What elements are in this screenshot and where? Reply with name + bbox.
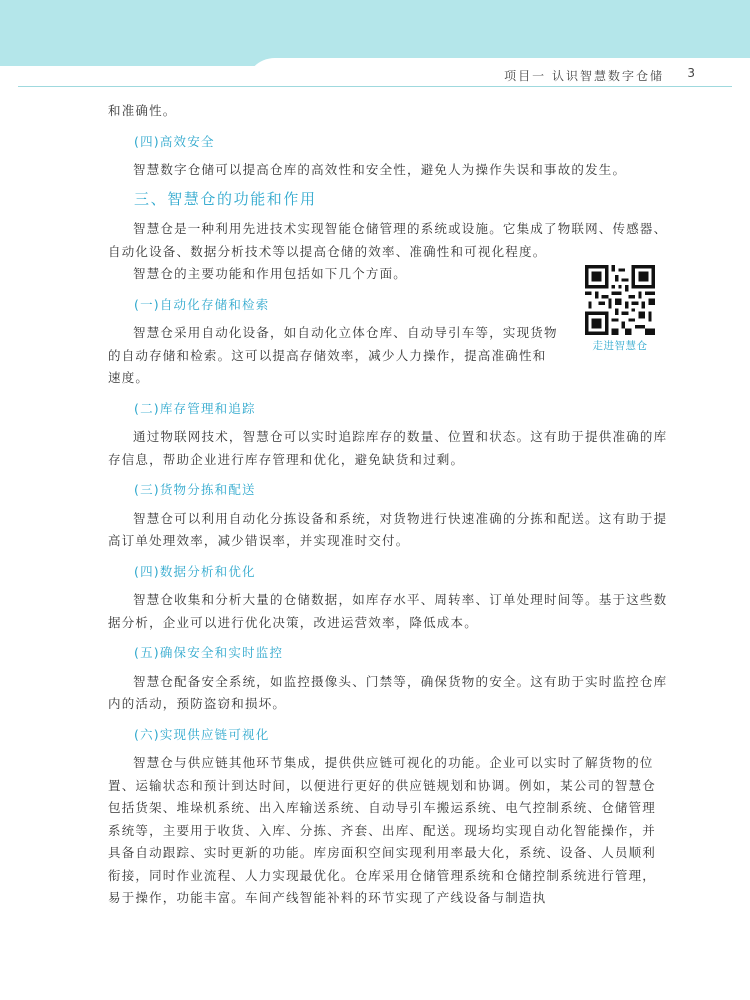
paragraph-efficient-safe: 智慧数字仓储可以提高仓库的高效性和安全性，避免人为操作失误和事故的发生。 [133,162,627,177]
subheading-auto-storage: (一)自动化存储和检索 [134,296,270,312]
page-body [108,100,668,910]
paragraph-main-functions: 智慧仓的主要功能和作用包括如下几个方面。 [133,266,408,281]
qr-code-icon[interactable] [585,265,655,335]
paragraph-inventory: 通过物联网技术，智慧仓可以实时追踪库存的数量、位置和状态。这有助于提供准确的库存信息，帮助企业进行库存管理和优化，避免缺货和过剩。 [108,429,668,467]
header-rule [18,86,732,87]
qr-caption[interactable]: 走进智慧仓 [592,340,648,352]
paragraph-continuation: 和准确性。 [108,103,177,118]
paragraph-security: 智慧仓配备安全系统，如监控摄像头、门禁等，确保货物的安全。这有助于实时监控仓库内的活动，预防盗窃和损坏。 [108,673,668,711]
paragraph-sorting: 智慧仓可以利用自动化分拣设备和系统，对货物进行快速准确的分拣和配送。这有助于提高订单处理效率，减少错误率，并实现准时交付。 [108,510,668,548]
subheading-security: (五)确保安全和实时监控 [134,645,284,660]
subheading-sorting: (三)货物分拣和配送 [134,482,256,497]
paragraph-auto-storage: 智慧仓采用自动化设备，如自动化立体仓库、自动导引车等，实现货物的自动存储和检索。这可以提高存储效率，减少人力操作，提高准确性和速度。 [108,325,558,385]
section-heading: 三、智慧仓的功能和作用 [134,189,317,208]
header-band [0,0,750,66]
page-number: 3 [687,66,695,80]
paragraph-intro: 智慧仓是一种利用先进技术实现智能仓储管理的系统或设施。它集成了物联网、传感器、自动化设备、数据分析技术等以提高仓储的效率、准确性和可视化程度。 [108,221,668,259]
subheading-visibility: (六)实现供应链可视化 [134,726,270,742]
subheading-data-analysis: (四)数据分析和优化 [134,563,256,579]
subheading-inventory: (二)库存管理和追踪 [134,400,256,416]
paragraph-visibility: 智慧仓与供应链其他环节集成，提供供应链可视化的功能。企业可以实时了解货物的位置、运输状态和预计到达时间，以便进行更好的供应链规划和协调。例如，某公司的智慧仓包括货架、堆垛机系统、出入库输送系统、自动导引车搬运系统、电气控制系统、仓储管理系统等，主要用于收货、入库、分拣、齐套、出库、配送。现场均实现自动化智能操作，并具备自动跟踪、实时更新的功能。库房面积空间实现利用率最大化，系统、设备、人员顺利衔接，同时作业流程、人力实现最优化。仓库采用仓储管理系统和仓储控制系统进行管理，易于操作，功能丰富。车间产线智能补料的环节实现了产线设备与制造执 [108,755,657,905]
subheading-efficient-safe: (四)高效安全 [134,133,215,149]
running-title: 项目一 认识智慧数字仓储 [504,69,664,83]
paragraph-data-analysis: 智慧仓收集和分析大量的仓储数据，如库存水平、周转率、订单处理时间等。基于这些数据分析，企业可以进行优化决策，改进运营效率，降低成本。 [108,592,668,630]
qr-block[interactable] [572,263,668,353]
